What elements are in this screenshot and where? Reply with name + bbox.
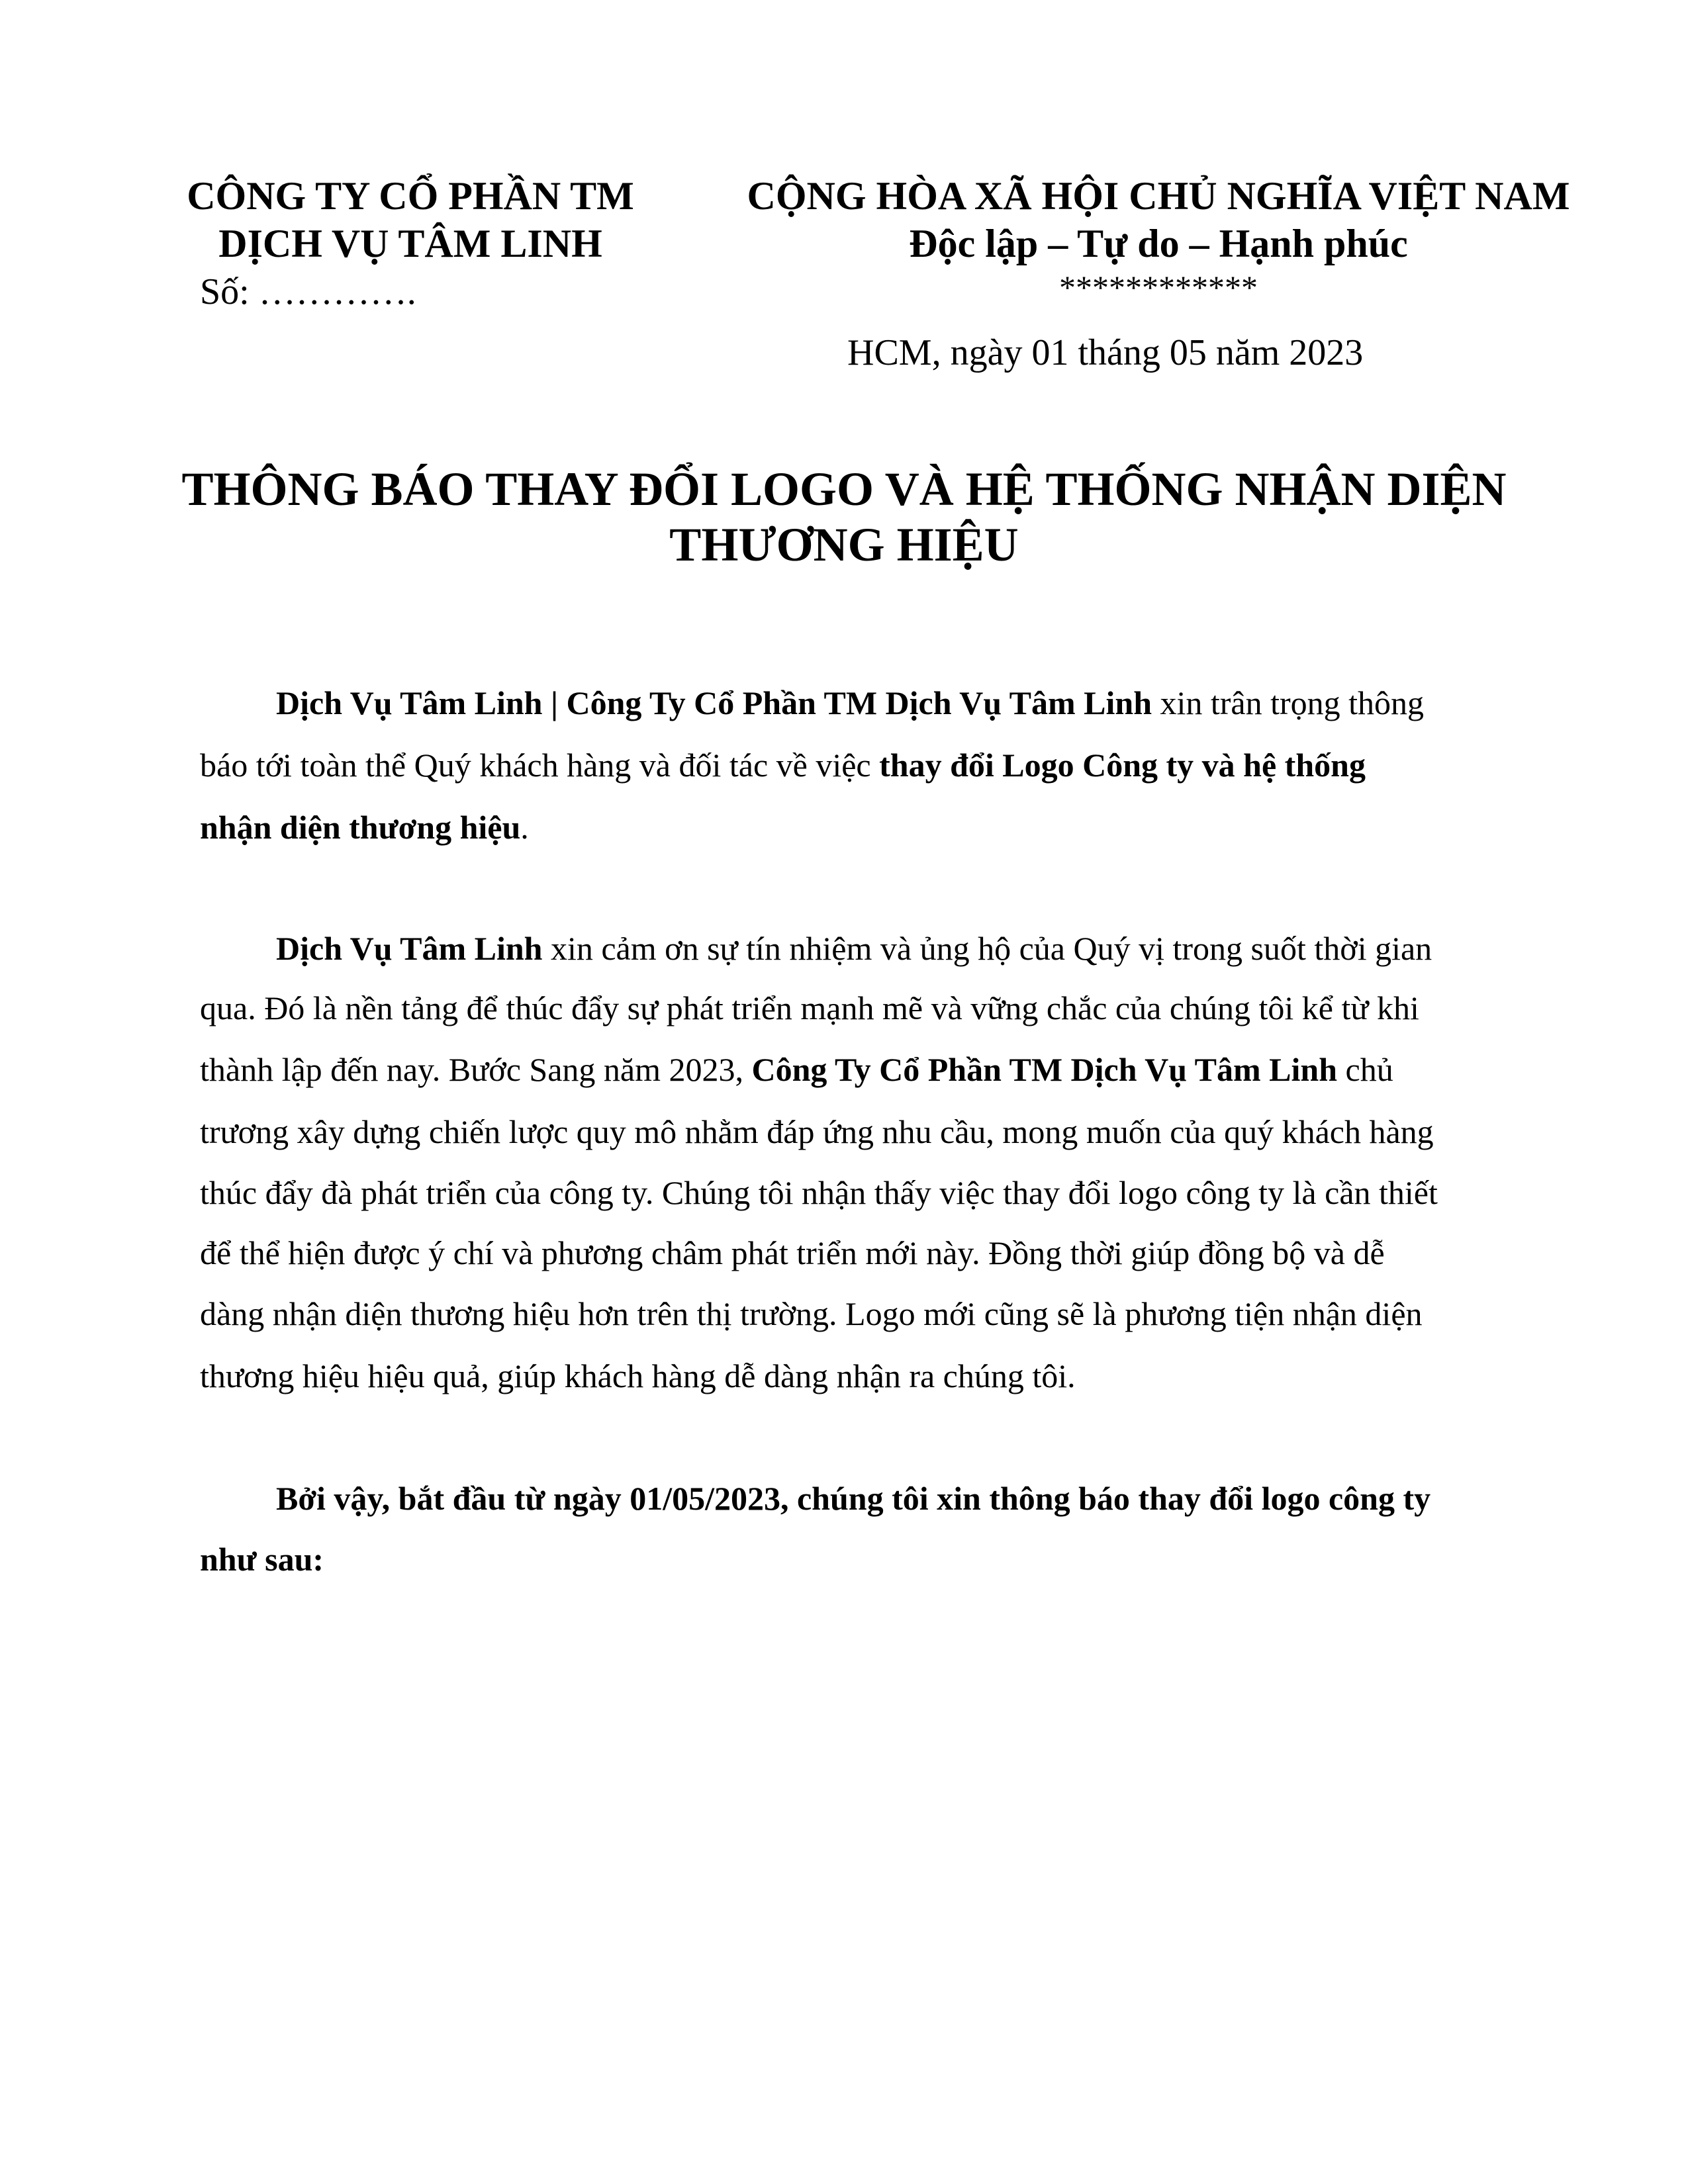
text: để thể hiện được ý chí và phương châm phát triển mới này. Đồng thời giúp đồng bộ và dễ [200,1234,1385,1271]
document-number: Số: …………. [200,271,416,312]
text: qua. Đó là nền tảng để thúc đẩy sự phát triển mạnh mẽ và vững chắc của chúng tôi kể từ khi [200,989,1419,1026]
stars-divider: ************ [1059,269,1258,306]
bold-text: Bởi vậy, bắt đầu từ ngày 01/05/2023, chúng tôi xin thông báo thay đổi logo công ty [276,1480,1431,1517]
paragraph-3-line [200,1531,324,1588]
text: thúc đẩy đà phát triển của công ty. Chúng tôi nhận thấy việc thay đổi logo công ty là cần thiết [200,1174,1438,1211]
paragraph-2-line [200,1041,1393,1098]
company-name-line1: CÔNG TY CỔ PHẦN TM [187,174,634,218]
paragraph-2-line [200,1285,1423,1342]
text: báo tới toàn thể Quý khách hàng và đối tác về việc [200,747,880,784]
text: xin cảm ơn sự tín nhiệm và ủng hộ của Quý vị trong suốt thời gian [542,930,1432,967]
bold-text: thay đổi Logo Công ty và hệ thống [879,747,1366,784]
bold-text: như sau: [200,1541,324,1578]
document-title-line2: THƯƠNG HIỆU [669,518,1019,571]
bold-text: Dịch Vụ Tâm Linh | Công Ty Cổ Phần TM Dịch Vụ Tâm Linh [276,684,1152,721]
paragraph-2-line [276,920,1432,977]
document-date: HCM, ngày 01 tháng 05 năm 2023 [847,332,1364,373]
bold-text: nhận diện thương hiệu [200,809,521,846]
paragraph-1-line [200,737,1366,794]
paragraph-2-line [200,1164,1438,1221]
text: chủ [1337,1051,1393,1088]
paragraph-3-line [276,1470,1430,1527]
paragraph-2-line [200,1224,1385,1281]
paragraph-1-line [200,799,529,856]
nation-title: CỘNG HÒA XÃ HỘI CHỦ NGHĨA VIỆT NAM [747,174,1570,218]
document-title-line1: THÔNG BÁO THAY ĐỔI LOGO VÀ HỆ THỐNG NHẬN DIỆN [181,463,1507,516]
paragraph-2-line [200,1103,1434,1160]
company-name-line2: DỊCH VỤ TÂM LINH [218,222,602,265]
text: dàng nhận diện thương hiệu hơn trên thị trường. Logo mới cũng sẽ là phương tiện nhận diện [200,1295,1423,1332]
text: . [520,809,529,846]
bold-text: Công Ty Cổ Phần TM Dịch Vụ Tâm Linh [751,1051,1338,1088]
paragraph-1-line [276,674,1424,731]
text: trương xây dựng chiến lược quy mô nhằm đáp ứng nhu cầu, mong muốn của quý khách hàng [200,1113,1434,1150]
text: thành lập đến nay. Bước Sang năm 2023, [200,1051,752,1088]
paragraph-2-line [200,979,1419,1036]
text: thương hiệu hiệu quả, giúp khách hàng dễ dàng nhận ra chúng tôi. [200,1357,1076,1394]
paragraph-2-line [200,1347,1076,1404]
national-motto: Độc lập – Tự do – Hạnh phúc [909,222,1408,265]
bold-text: Dịch Vụ Tâm Linh [276,930,543,967]
text: xin trân trọng thông [1152,684,1425,721]
